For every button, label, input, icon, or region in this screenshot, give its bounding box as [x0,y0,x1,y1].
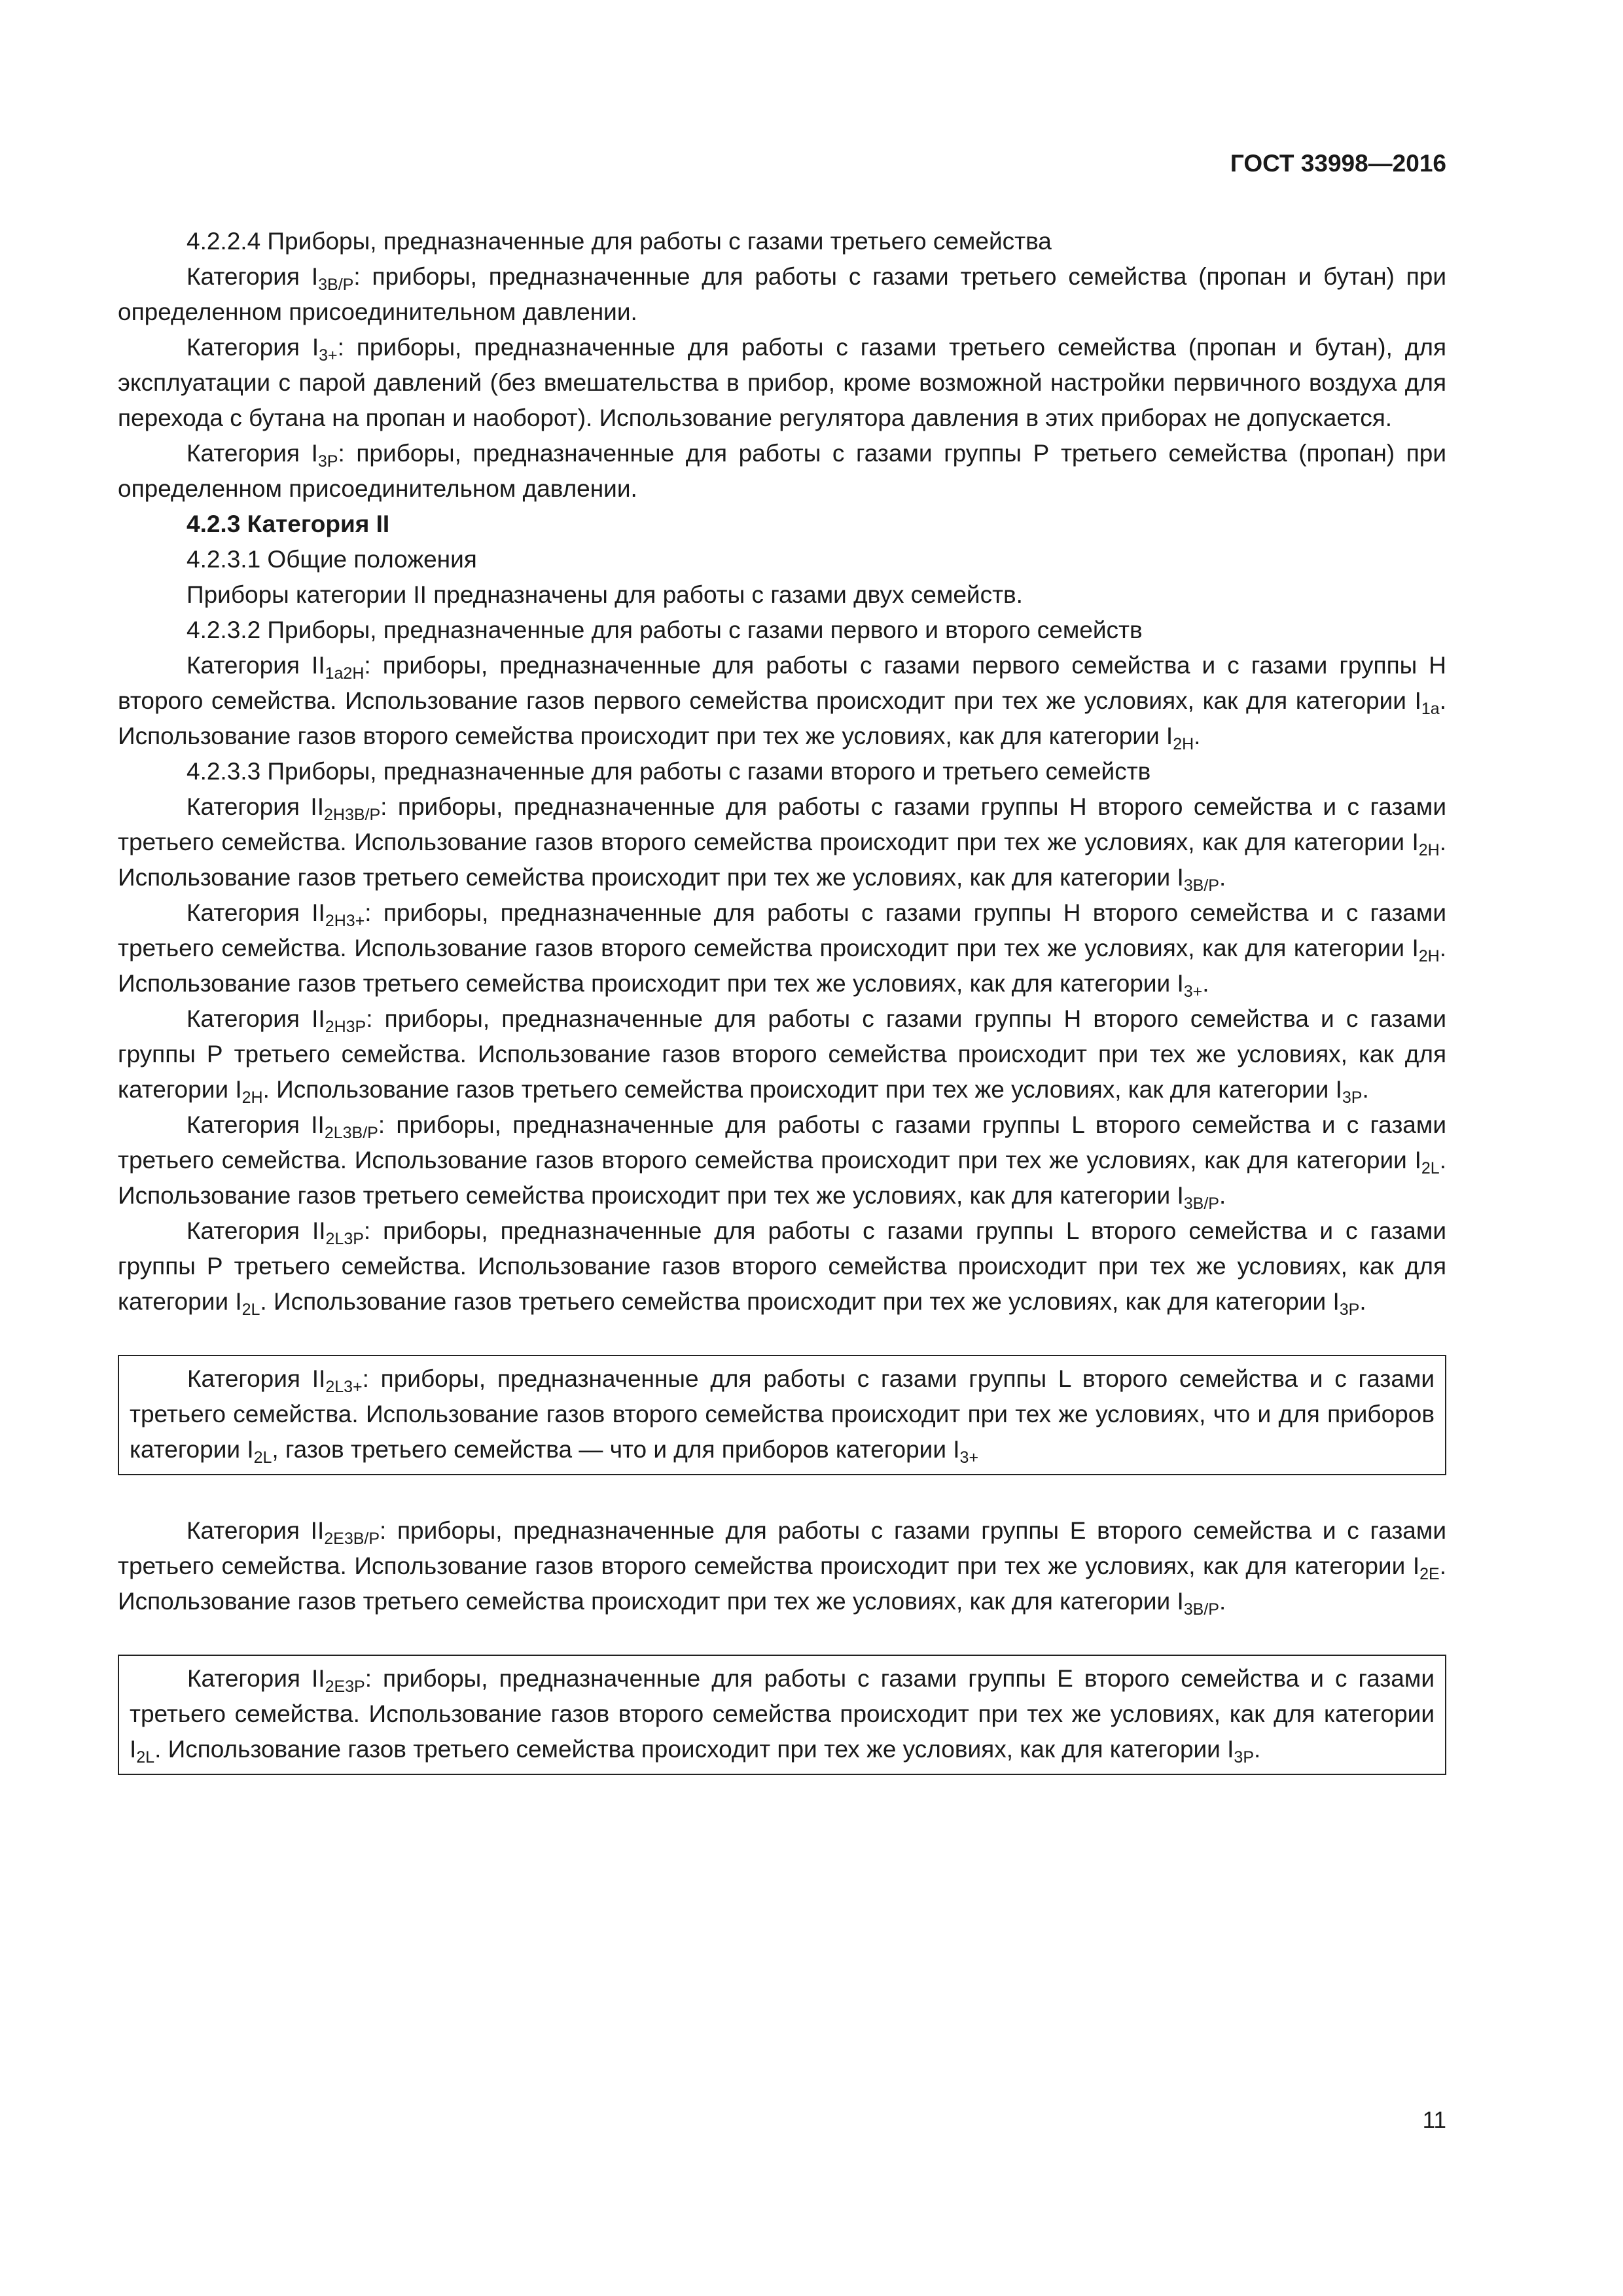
paragraph-text: . [1194,723,1201,749]
paragraph-text: . [1202,970,1209,997]
paragraph-text: . [1219,864,1226,891]
paragraph-text: : приборы, предназначенные для работы с газами группы L второго семейства и с газами третьего семейства. Использование газов второго семейства происходит при тех же условиях, как для категории I [118,1111,1446,1174]
category-subscript: 2L3+ [325,1378,363,1396]
paragraph-text: : приборы, предназначенные для работы с газами третьего семейства (пропан и бутан) при определенном присоединительном давлении. [118,263,1447,325]
paragraph-text: . [1219,1182,1226,1209]
paragraph-text: . Использование газов третьего семейства происходит при тех же условиях, как для категории I [260,1288,1340,1315]
category-subscript: 2L [253,1448,272,1467]
category-subscript: 2E [1419,1565,1440,1583]
paragraph-text: Категория II [187,1365,326,1392]
paragraph-text: : приборы, предназначенные для работы с газами первого семейства и с газами группы Н второго семейства. Использование газов первого семейства происходит при тех же условиях, как для категории I [118,652,1446,714]
clause-4-2-3-3-heading [118,754,1446,789]
category-subscript: 3B/P [1183,876,1219,895]
category-ii2l3p-paragraph [118,1213,1446,1319]
paragraph-text: Категория II [187,1517,325,1544]
paragraph-text: . Использование газов второго семейства происходит при тех же условиях, как для категории I [118,687,1446,749]
category-subscript: 2H3+ [325,912,365,930]
category-subscript: 2L [241,1300,260,1319]
document-body [118,224,1446,1775]
category-subscript: 3+ [959,1448,979,1467]
category-i3plus-paragraph [118,330,1446,436]
category-i3p-paragraph [118,436,1446,507]
paragraph-text: . Использование газов третьего семейства происходит при тех же условиях, как для категории I [154,1736,1234,1763]
category-subscript: 3P [1342,1088,1363,1107]
category-i3bp-paragraph [118,259,1446,330]
paragraph-text: : приборы, предназначенные для работы с газами группы Е второго семейства и с газами третьего семейства. Использование газов второго семейства происходит при тех же условиях, как для категории I [130,1665,1435,1763]
paragraph-text: . [1254,1736,1261,1763]
category-subscript: 2L3P [325,1230,364,1248]
category-subscript: 2E3P [325,1677,365,1696]
paragraph-text: Категория II [187,1665,325,1692]
category-ii1a2h-paragraph [118,648,1446,754]
category-subscript: 3P [1339,1300,1360,1319]
paragraph-text: 4.2.3.2 Приборы, предназначенные для работы с газами первого и второго семейств [187,617,1143,643]
category-ii2h3plus-paragraph [118,895,1446,1001]
clause-4-2-2-4-heading [118,224,1446,259]
category-ii2e3p-paragraph [130,1661,1435,1767]
paragraph-text: . Использование газов третьего семейства происходит при тех же условиях, как для категории I [262,1076,1342,1103]
paragraph-text: Категория II [187,652,325,679]
category-subscript: 3+ [1183,982,1203,1001]
category-subscript: 1a2H [325,664,365,683]
category-ii-general-paragraph [118,577,1446,613]
category-subscript: 2H [241,1088,263,1107]
category-subscript: 3P [317,452,338,471]
category-subscript: 2L [1421,1159,1440,1177]
paragraph-text: . [1362,1076,1369,1103]
paragraph-text: Приборы категории II предназначены для работы с газами двух семейств. [187,581,1023,608]
paragraph-text: : приборы, предназначенные для работы с газами группы Н второго семейства и с газами третьего семейства. Использование газов второго семейства происходит при тех же условиях, как для категории I [118,899,1446,961]
category-subscript: 2H [1418,841,1440,859]
paragraph-text: 4.2.2.4 Приборы, предназначенные для работы с газами третьего семейства [187,228,1052,255]
boxed-note-ii2l3plus [118,1355,1446,1475]
paragraph-text: . Использование газов третьего семейства происходит при тех же условиях, как для категории I [118,1147,1446,1209]
category-subscript: 2L3B/P [324,1124,378,1142]
paragraph-text: . Использование газов третьего семейства происходит при тех же условиях, как для категории I [118,1552,1446,1615]
paragraph-text: 4.2.3.3 Приборы, предназначенные для работы с газами второго и третьего семейств [187,758,1151,785]
category-subscript: 2E3B/P [324,1530,380,1548]
paragraph-text: Категория II [187,899,325,926]
paragraph-text: : приборы, предназначенные для работы с газами группы Р третьего семейства (пропан) при определенном присоединительном давлении. [118,440,1446,502]
page-number: 11 [1422,2108,1446,2133]
category-ii2l3bp-paragraph [118,1107,1446,1213]
clause-4-2-3-1-heading [118,542,1446,577]
category-ii2h3p-paragraph [118,1001,1446,1107]
paragraph-text: : приборы, предназначенные для работы с газами третьего семейства (пропан и бутан), для эксплуатации с парой давлений (без вмешательства в прибор, кроме возможной настройки первичного воздуха для перехода с бутана на пропан и наоборот). Использование регулятора давления в этих приборах не допускается. [118,334,1446,431]
category-subscript: 3B/P [318,276,354,294]
paragraph-text: : приборы, предназначенные для работы с газами группы L второго семейства и с газами третьего семейства. Использование газов второго семейства происходит при тех же условиях, что и для приборов категории I [130,1365,1435,1463]
document-code-header: ГОСТ 33998—2016 [1230,150,1446,177]
paragraph-text: . [1219,1588,1226,1615]
paragraph-text: . [1359,1288,1366,1315]
category-subscript: 2H3P [325,1018,366,1036]
category-subscript: 1a [1421,700,1440,718]
paragraph-text: Категория II [187,793,324,820]
clause-4-2-3-heading [118,507,1446,542]
category-ii2e3bp-paragraph [118,1513,1446,1619]
category-subscript: 2L [136,1748,155,1767]
paragraph-text: Категория I [187,334,319,361]
paragraph-text: Категория I [187,263,319,290]
category-subscript: 2H [1418,947,1440,965]
category-subscript: 2H [1173,735,1194,753]
paragraph-text: Категория II [187,1111,325,1138]
category-subscript: 3+ [319,346,338,365]
paragraph-text: : приборы, предназначенные для работы с газами группы L второго семейства и с газами группы Р третьего семейства. Использование газов второго семейства происходит при тех же условиях, как для категории I [118,1217,1446,1315]
category-ii2l3plus-paragraph [130,1361,1435,1467]
paragraph-text: : приборы, предназначенные для работы с газами группы Е второго семейства и с газами третьего семейства. Использование газов второго семейства происходит при тех же условиях, как для категории I [118,1517,1446,1579]
category-subscript: 3B/P [1183,1194,1219,1213]
clause-4-2-3-2-heading [118,613,1446,648]
paragraph-text: 4.2.3 Категория II [187,511,390,537]
paragraph-text: 4.2.3.1 Общие положения [187,546,477,573]
category-subscript: 3B/P [1183,1600,1219,1619]
paragraph-text: . Использование газов третьего семейства происходит при тех же условиях, как для категории I [118,935,1446,997]
paragraph-text: Категория II [187,1217,326,1244]
paragraph-text: Категория II [187,1005,325,1032]
paragraph-text: . Использование газов третьего семейства происходит при тех же условиях, как для категории I [118,829,1446,891]
paragraph-text: : приборы, предназначенные для работы с газами группы Н второго семейства и с газами третьего семейства. Использование газов второго семейства происходит при тех же условиях, как для категории I [118,793,1446,855]
category-subscript: 3P [1234,1748,1255,1767]
paragraph-text: , газов третьего семейства — что и для приборов категории I [272,1436,960,1463]
paragraph-text: Категория I [187,440,318,467]
category-ii2h3bp-paragraph [118,789,1446,895]
category-subscript: 2H3B/P [324,806,381,824]
boxed-note-ii2e3p [118,1655,1446,1775]
paragraph-text: : приборы, предназначенные для работы с газами группы Н второго семейства и с газами группы Р третьего семейства. Использование газов второго семейства происходит при тех же условиях, как для категории I [118,1005,1446,1103]
